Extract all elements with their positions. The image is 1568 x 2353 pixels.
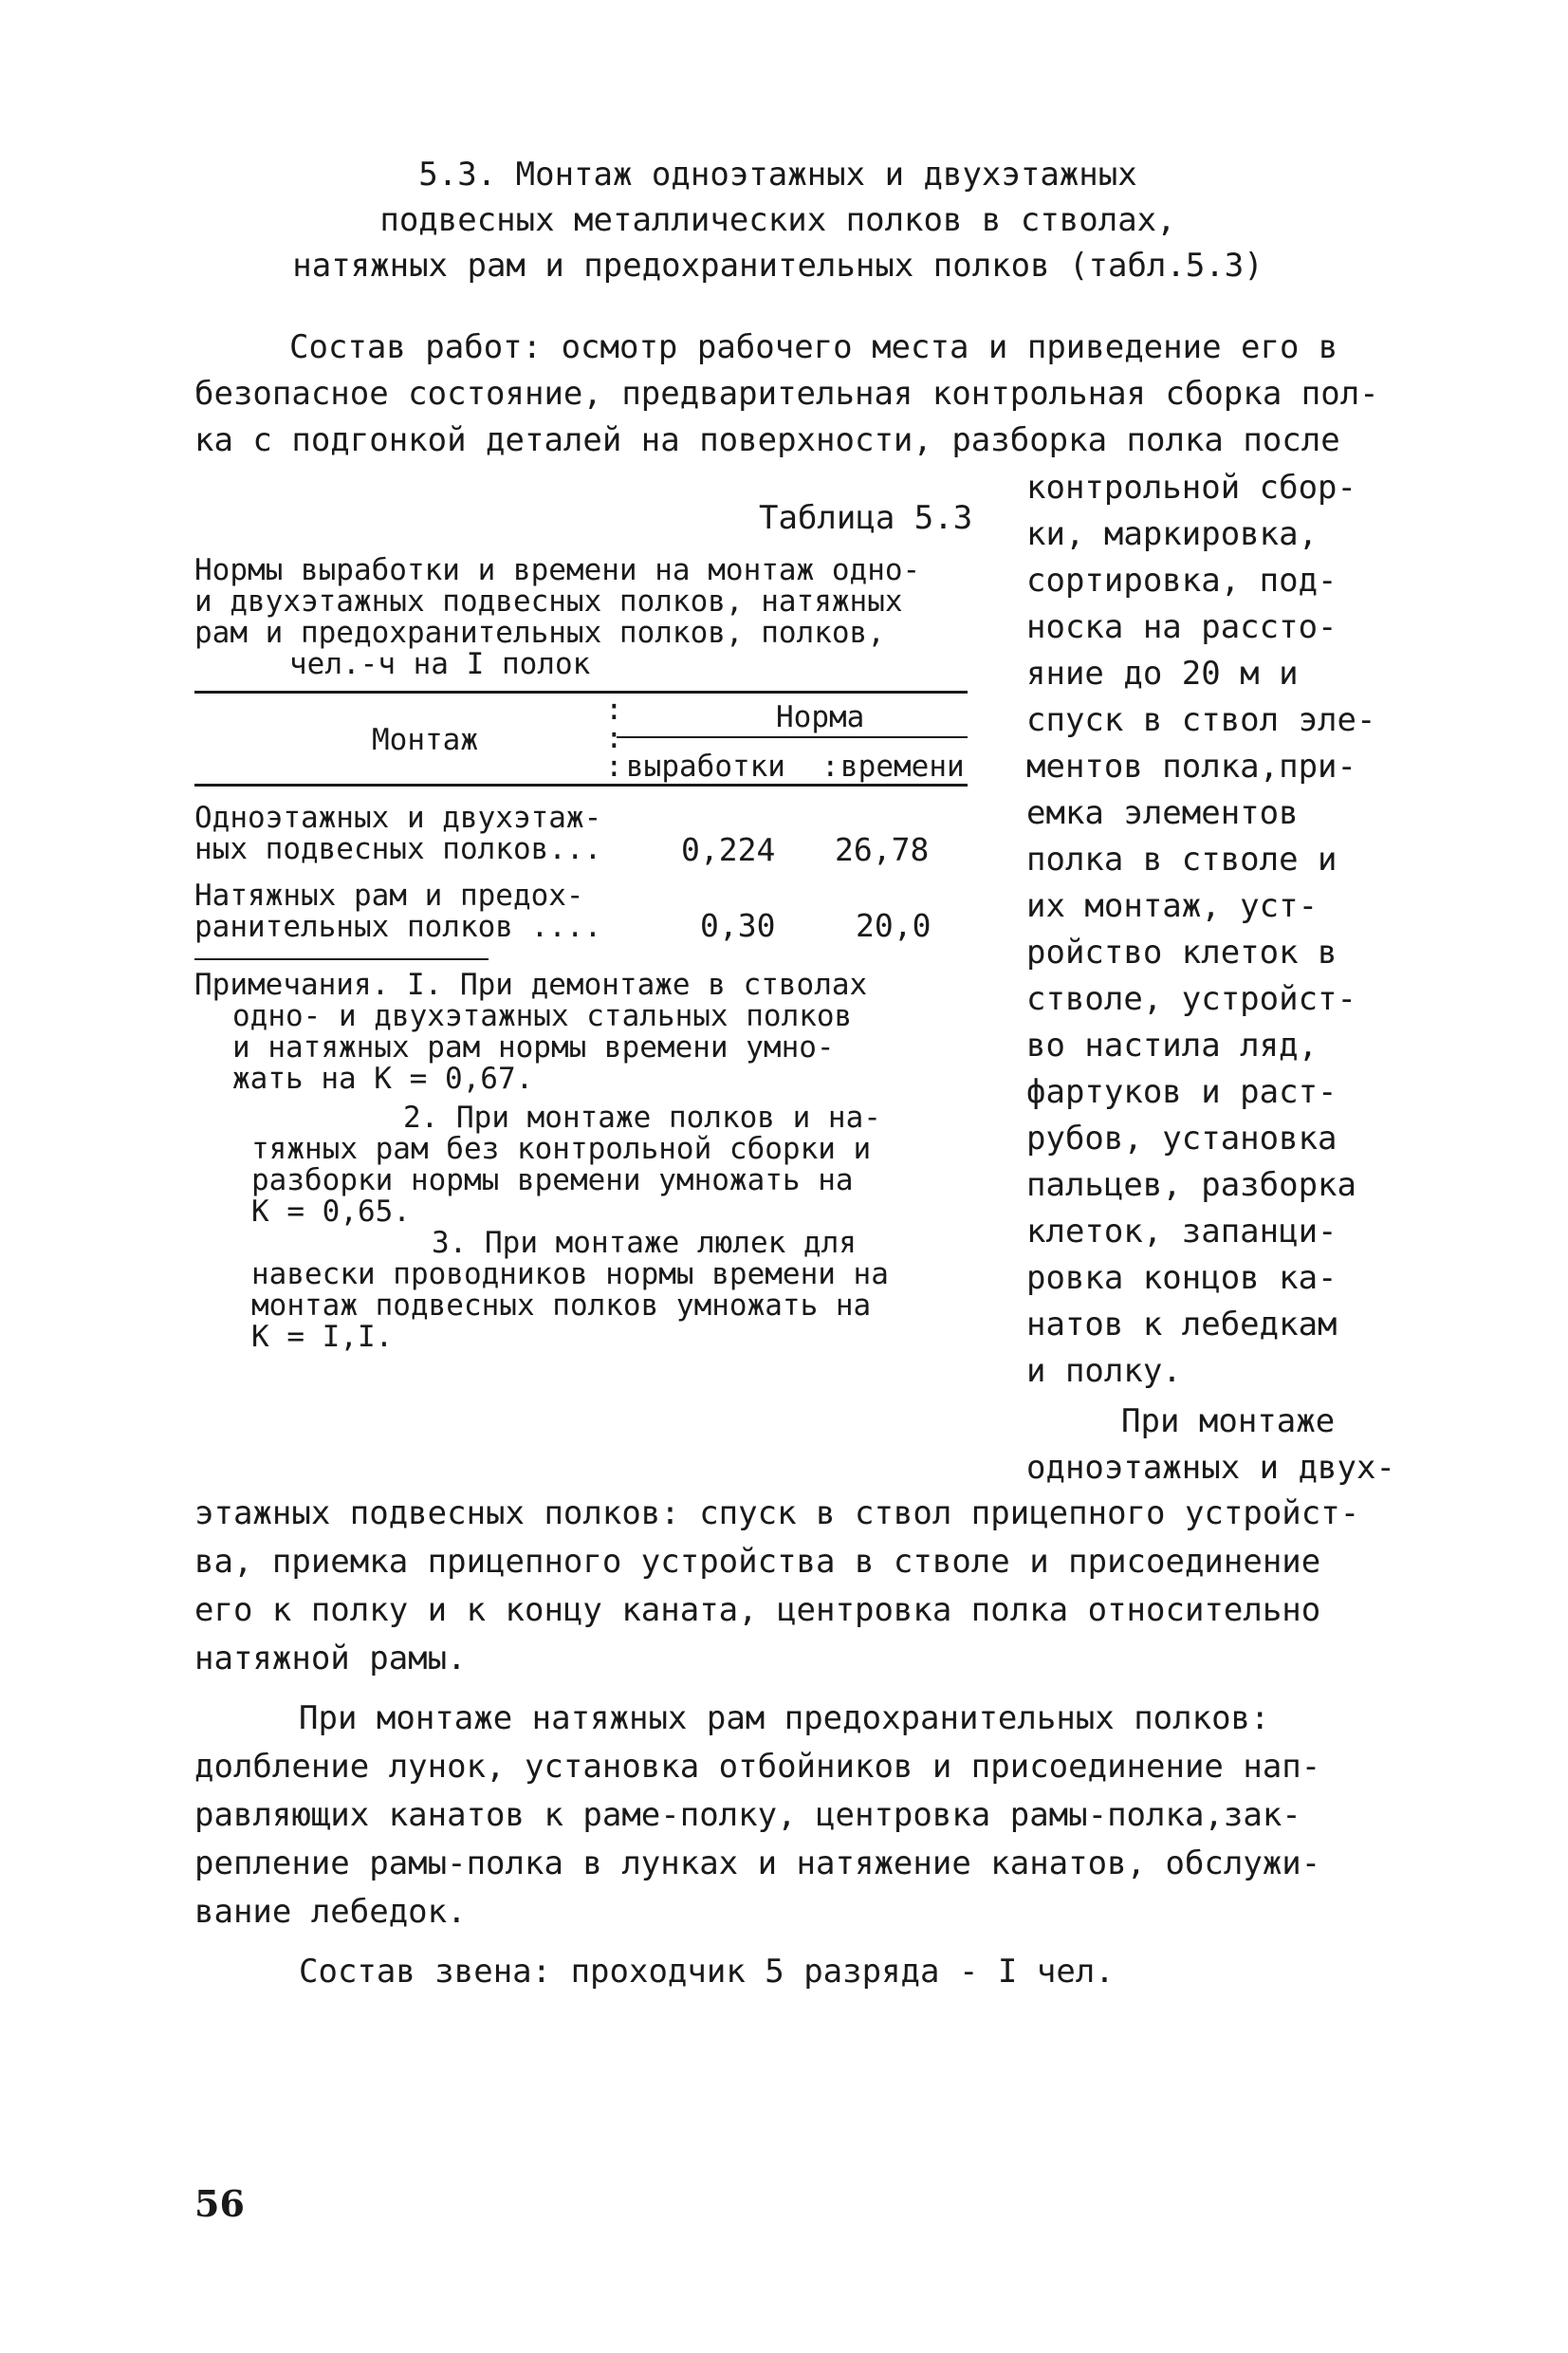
side-line: рубов, установка xyxy=(1026,1120,1337,1158)
body-line: его к полку и к концу каната, центровка полка относительно xyxy=(194,1591,1321,1629)
side-line: контрольной сбор- xyxy=(1026,469,1356,507)
side-line: клеток, запанци- xyxy=(1026,1213,1337,1251)
col-header-norm: Норма xyxy=(776,700,865,734)
table-row-label xyxy=(194,803,601,865)
caption-line: Нормы выработки и времени на монтаж одно- xyxy=(194,553,921,587)
caption-line: рам и предохранительных полков, полков, xyxy=(194,616,885,650)
note-line: и натяжных рам нормы времени умно- xyxy=(232,1030,835,1065)
row-label-line: Одноэтажных и двухэтаж- xyxy=(194,801,602,835)
note-line: Примечания. I. При демонтаже в стволах xyxy=(194,968,868,1002)
body-line: долбление лунок, установка отбойников и присоединение нап- xyxy=(194,1748,1321,1786)
side-line: яние до 20 м и xyxy=(1026,655,1299,693)
col-header-output: выработки xyxy=(626,750,785,784)
side-line: стволе, устройст- xyxy=(1026,980,1356,1018)
caption-line: и двухэтажных подвесных полков, натяжных xyxy=(194,584,903,619)
note-line: К = 0,65. xyxy=(251,1195,411,1229)
side-line: ментов полка,при- xyxy=(1026,748,1356,786)
header-colon: : xyxy=(605,721,623,755)
note-line: разборки нормы времени умножать на xyxy=(251,1163,854,1197)
header-colon: : xyxy=(821,750,839,784)
intro-paragraph xyxy=(194,324,1379,464)
note-line: навески проводников нормы времени на xyxy=(251,1257,889,1291)
cell-output: 0,224 xyxy=(681,831,776,868)
body-line: равляющих канатов к раме-полку, центровка рамы-полка,зак- xyxy=(194,1796,1301,1834)
body-line: этажных подвесных полков: спуск в ствол прицепного устройст- xyxy=(194,1494,1360,1532)
crew-line: Состав звена: проходчик 5 разряда - I чел. xyxy=(299,1953,1115,1991)
body-line: натяжной рамы. xyxy=(194,1640,467,1677)
row-label-line: ных подвесных полков... xyxy=(194,832,602,866)
table-row-label xyxy=(194,880,601,943)
side-line: ройство клеток в xyxy=(1026,934,1337,972)
note-line: одно- и двухэтажных стальных полков xyxy=(232,999,853,1033)
note-line: 3. При монтаже люлек для xyxy=(432,1226,857,1260)
body-line: репление рамы-полка в лунках и натяжение канатов, обслужи- xyxy=(194,1844,1321,1882)
body-line: ва, приемка прицепного устройства в стволе и присоединение xyxy=(194,1543,1321,1581)
table-notes xyxy=(194,970,982,1353)
table-number: Таблица 5.3 xyxy=(759,499,973,537)
body-line: При монтаже натяжных рам предохранительных полков: xyxy=(299,1699,1270,1737)
table-header-bottom-rule xyxy=(194,784,968,787)
cell-output: 0,30 xyxy=(700,907,776,944)
header-colon: : xyxy=(605,750,623,784)
side-line: одноэтажных и двух- xyxy=(1026,1449,1395,1487)
side-line: пальцев, разборка xyxy=(1026,1166,1356,1204)
heading-line: подвесных металлических полков в стволах, xyxy=(379,201,1176,239)
side-line: ровка концов ка- xyxy=(1026,1259,1337,1297)
row-label-line: ранительных полков .... xyxy=(194,910,602,944)
cell-time: 20,0 xyxy=(856,907,932,944)
table-bottom-rule xyxy=(194,958,489,960)
body-line: вание лебедок. xyxy=(194,1893,467,1931)
intro-line: безопасное состояние, предварительная контрольная сборка пол- xyxy=(194,375,1379,413)
row-label-line: Натяжных рам и предох- xyxy=(194,879,584,913)
side-line: сортировка, под- xyxy=(1026,562,1337,600)
note-line: монтаж подвесных полков умножать на xyxy=(251,1288,872,1323)
header-colon: : xyxy=(605,693,623,727)
side-line: фартуков и раст- xyxy=(1026,1073,1337,1111)
caption-line: чел.-ч на I полок xyxy=(289,647,591,681)
note-line: 2. При монтаже полков и на- xyxy=(403,1101,881,1135)
table-top-rule xyxy=(194,691,968,694)
col-header-time: времени xyxy=(840,750,965,784)
side-line: полка в стволе и xyxy=(1026,841,1337,879)
intro-line: Состав работ: осмотр рабочего места и приведение его в xyxy=(289,328,1338,366)
side-line: во настила ляд, xyxy=(1026,1027,1319,1065)
side-line: носка на расcто- xyxy=(1026,608,1337,646)
intro-line: ка с подгонкой деталей на поверхности, разборка полка после xyxy=(194,421,1340,459)
side-line: спуск в ствол эле- xyxy=(1026,701,1376,739)
side-line: натов к лебедкам xyxy=(1026,1306,1337,1343)
col-header-montage: Монтаж xyxy=(372,723,478,757)
side-line: ки, маркировка, xyxy=(1026,515,1319,553)
side-line: и полку. xyxy=(1026,1352,1182,1390)
closing-paragraphs xyxy=(194,1490,1360,1996)
table-group-rule xyxy=(617,736,968,738)
page-number: 56 xyxy=(194,2182,245,2225)
heading-line: 5.3. Монтаж одноэтажных и двухэтажных xyxy=(418,156,1137,194)
note-line: тяжных рам без контрольной сборки и xyxy=(251,1132,872,1166)
side-line: их монтаж, уст- xyxy=(1026,887,1319,925)
note-line: К = I,I. xyxy=(251,1320,394,1354)
section-heading xyxy=(190,152,1366,288)
cell-time: 26,78 xyxy=(835,831,930,868)
side-line: емка элементов xyxy=(1026,794,1299,832)
side-line: При монтаже xyxy=(1121,1402,1336,1440)
note-line: жать на К = 0,67. xyxy=(232,1062,534,1096)
table-caption xyxy=(194,555,982,680)
side-column-text xyxy=(1026,465,1395,1491)
heading-line: натяжных рам и предохранительных полков (табл.5.3) xyxy=(292,247,1264,285)
